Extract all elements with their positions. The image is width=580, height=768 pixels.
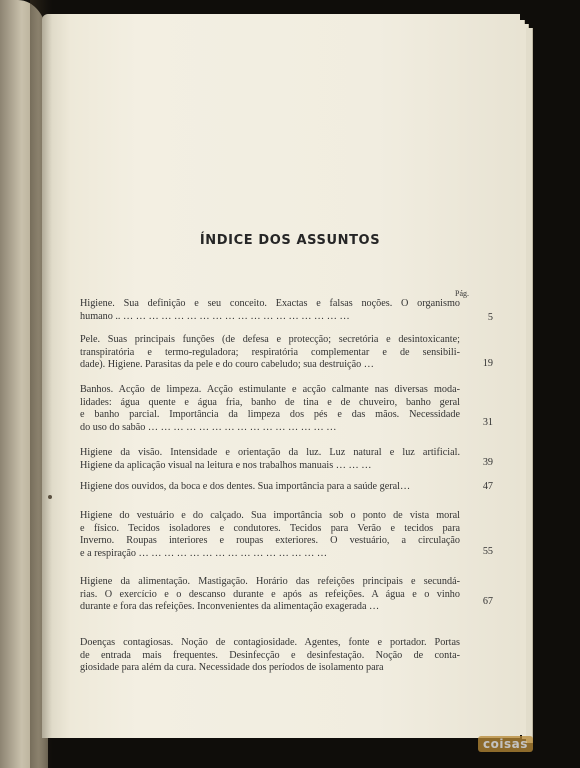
entry-line: Doenças contagiosas. Noção de contagiosidade. Agentes, fonte e portador. Portas	[80, 637, 460, 648]
entry-page-number: 31	[482, 417, 493, 428]
entry-line: Higiene dos ouvidos, da boca e dos dentes. Sua importância para a saúde geral…	[80, 481, 411, 492]
entry-line: Higiene da visão. Intensidade e orientação da luz. Luz natural e luz artificial.	[80, 447, 460, 458]
index-entry	[80, 298, 460, 323]
entry-page-number: 39	[482, 457, 493, 468]
entry-page-number: 47	[482, 481, 493, 492]
index-entry	[80, 334, 460, 372]
spine-shadow	[30, 0, 52, 768]
entry-line: do uso do sabão … … … … … … … … … … … … … … …	[80, 421, 337, 433]
entry-line: de entrada mais frequentes. Desinfecção e desinfestação. Noção de conta-	[80, 649, 460, 661]
entry-line: Higiene. Sua definição e seu conceito. Exactas e falsas noções. O organismo	[80, 298, 460, 309]
page-column-label: Pág.	[455, 289, 469, 298]
entry-line: lidades: água quente e água fria, banho de tina e de chuveiro, banho geral	[80, 396, 460, 408]
entry-page-number: 5	[487, 312, 493, 323]
entry-line: Higiene do vestuário e do calçado. Sua importância sob o ponto de vista moral	[80, 510, 460, 521]
entry-line: Pele. Suas principais funções (de defesa e protecção; secretória e desintoxicante;	[80, 334, 460, 345]
entry-line: durante e fora das refeições. Inconvenientes da alimentação exagerada …	[80, 601, 380, 612]
index-entry	[80, 510, 460, 560]
index-entry	[80, 637, 460, 675]
index-entry	[80, 447, 460, 472]
entry-line: transpiratória e termo-reguladora; respiratória complementar e de sensibili-	[80, 346, 460, 358]
entry-line: Banhos. Acção de limpeza. Acção estimulante e acção calmante nas diversas moda-	[80, 384, 460, 395]
page-mark	[48, 495, 52, 499]
entry-line: Inverno. Roupas interiores e roupas exteriores. O vestuário, a circulação	[80, 535, 460, 546]
entry-line: Higiene da alimentação. Mastigação. Horário das refeições principais e secundá-	[80, 576, 460, 587]
entry-line: giosidade para além da cura. Necessidade dos períodos de isolamento para	[80, 662, 384, 673]
entry-page-number: 67	[482, 596, 493, 607]
entry-page-number: 19	[482, 358, 493, 369]
index-heading: ÍNDICE DOS ASSUNTOS	[199, 233, 381, 248]
entry-line: dade). Higiene. Parasitas da pele e do couro cabeludo; sua destruição …	[80, 359, 374, 370]
index-entry	[80, 481, 460, 494]
entry-line: rias. O exercício e o descanso durante e após as refeições. A água e o vinho	[80, 588, 460, 600]
entry-line: e físico. Tecidos isoladores e condutores. Tecidos para Verão e tecidos para	[80, 522, 460, 534]
index-entry	[80, 384, 460, 434]
page-edge	[526, 28, 533, 743]
entry-page-number: 55	[482, 546, 493, 557]
book-page	[42, 14, 520, 738]
entry-line: humano .. … … … … … … … … … … … … … … … … … …	[80, 310, 350, 322]
entry-line: e banho parcial. Importância da limpeza dos pés e das mãos. Necessidade	[80, 409, 460, 420]
index-entry	[80, 576, 460, 614]
watermark-logo: coisas	[478, 736, 533, 752]
entry-line: Higiene da aplicação visual na leitura e nos trabalhos manuais … … …	[80, 459, 372, 471]
entry-line: e a respiração … … … … … … … … … … … … … … …	[80, 547, 328, 559]
